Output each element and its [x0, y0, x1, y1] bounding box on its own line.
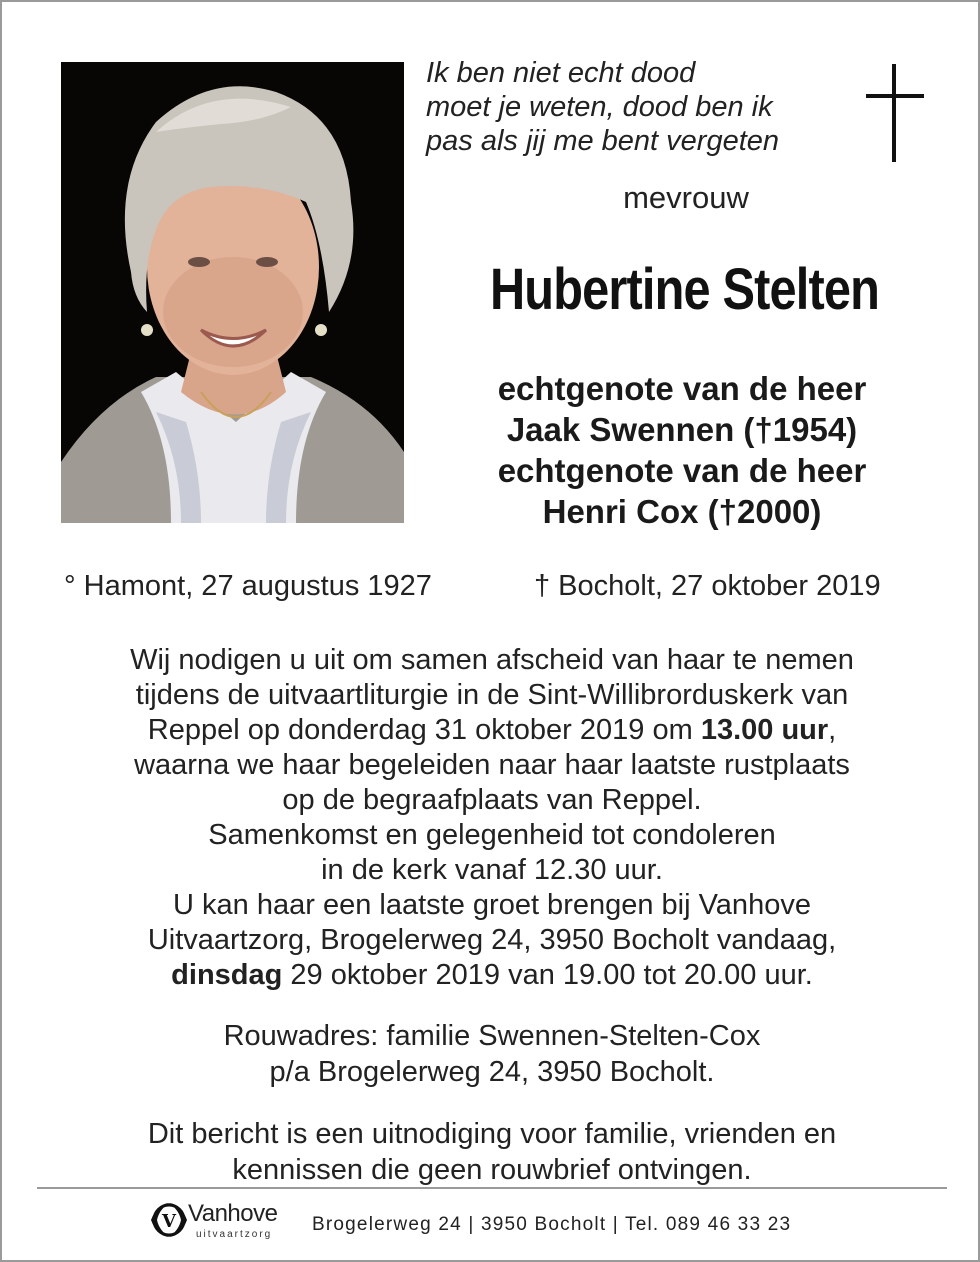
address-line: Rouwadres: familie Swennen-Stelten-Cox — [223, 1020, 761, 1052]
portrait-photo — [61, 62, 404, 523]
death-info: † Bocholt, 27 oktober 2019 — [534, 570, 881, 602]
poem — [426, 56, 846, 158]
poem-line: Ik ben niet echt dood — [426, 57, 696, 89]
mourning-address — [42, 1018, 942, 1090]
closing-line: kennissen die geen rouwbrief ontvingen. — [232, 1154, 752, 1186]
invitation-line: Uitvaartzorg, Brogelerweg 24, 3950 Bocholt vandaag, — [147, 924, 837, 956]
spouse-line: echtgenote van de heer — [497, 452, 867, 489]
logo-subtitle: uitvaartzorg — [196, 1229, 273, 1240]
spouse-info — [432, 368, 932, 532]
honorific: mevrouw — [623, 180, 749, 215]
ceremony-time: 13.00 uur — [700, 714, 829, 746]
invitation-text — [42, 643, 942, 993]
invitation-line: op de begraafplaats van Reppel. — [282, 784, 702, 816]
invitation-line — [42, 958, 942, 993]
footer-divider — [37, 1187, 947, 1189]
logo-wordmark: Vanhove — [188, 1200, 278, 1227]
invitation-text-segment: , — [828, 714, 837, 746]
closing-note — [42, 1116, 942, 1188]
invitation-line: Samenkomst en gelegenheid tot condoleren — [208, 819, 776, 851]
invitation-line: U kan haar een laatste groet brengen bij Vanhove — [173, 889, 811, 921]
vanhove-logo-icon — [147, 1198, 191, 1242]
spouse-line: echtgenote van de heer — [497, 370, 867, 407]
invitation-line: Wij nodigen u uit om samen afscheid van haar te nemen — [130, 644, 854, 676]
spouse-line: Henri Cox (†2000) — [542, 493, 822, 530]
cross-icon — [866, 64, 924, 162]
address-line: p/a Brogelerweg 24, 3950 Bocholt. — [269, 1056, 715, 1088]
invitation-text-segment: 29 oktober 2019 van 19.00 tot 20.00 uur. — [282, 959, 813, 991]
invitation-line — [42, 713, 942, 748]
footer-contact: Brogelerweg 24 | 3950 Bocholt | Tel. 089 46 33 23 — [312, 1214, 792, 1235]
invitation-line: waarna we haar begeleiden naar haar laatste rustplaats — [134, 749, 850, 781]
spouse-line: Jaak Swennen (†1954) — [506, 411, 858, 448]
birth-info: ° Hamont, 27 augustus 1927 — [64, 570, 432, 602]
invitation-line: in de kerk vanaf 12.30 uur. — [321, 854, 663, 886]
poem-line: moet je weten, dood ben ik — [426, 91, 773, 123]
poem-line: pas als jij me bent vergeten — [426, 125, 780, 157]
deceased-name: Hubertine Stelten — [489, 257, 880, 322]
visitation-day: dinsdag — [171, 959, 283, 991]
portrait-illustration — [61, 62, 404, 523]
invitation-line: tijdens de uitvaartliturgie in de Sint-Willibrorduskerk van — [135, 679, 849, 711]
logo-letter: V — [162, 1211, 176, 1232]
closing-line: Dit bericht is een uitnodiging voor familie, vrienden en — [147, 1118, 837, 1150]
invitation-text-segment: Reppel op donderdag 31 oktober 2019 om — [147, 714, 701, 746]
